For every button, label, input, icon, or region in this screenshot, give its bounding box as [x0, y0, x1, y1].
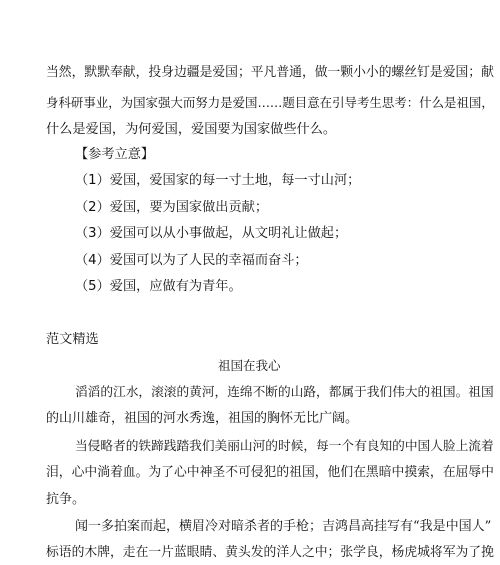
reference-item-5: （5）爱国，应做有为青年。: [75, 279, 242, 294]
intro-line-1: 当然，默默奉献，投身边疆是爱国；平凡普通，做一颗小小的螺丝钉是爱国；献: [46, 65, 494, 80]
intro-line-2: 身科研事业，为国家强大而努力是爱国……题目意在引导考生思考：什么是祖国，: [46, 95, 494, 110]
essay-p2-line-1: 当侵略者的铁蹄践踏我们美丽山河的时候，每一个有良知的中国人脸上流着: [75, 438, 494, 453]
reference-item-2: （2）爱国，要为国家做出贡献；: [75, 200, 269, 215]
essay-p3-line-1: 闻一多拍案而起，横眉冷对暗杀者的手枪；吉鸿昌高挂写有“我是中国人”: [75, 519, 492, 534]
reference-item-1: （1）爱国，爱国家的每一寸土地，每一寸山河；: [75, 173, 361, 188]
section-label: 范文精选: [46, 332, 99, 347]
essay-p1-line-1: 滔滔的江水，滚滚的黄河，连绵不断的山路，都属于我们伟大的祖国。祖国: [75, 384, 494, 399]
essay-title: 祖国在我心: [218, 358, 281, 373]
essay-p3-line-2: 标语的木牌，走在一片蓝眼睛、黄头发的洋人之中；张学良，杨虎城将军为了挽: [46, 545, 494, 560]
reference-item-3: （3）爱国可以从小事做起，从文明礼让做起；: [75, 226, 348, 241]
essay-p1-line-2: 的山川雄奇，祖国的河水秀逸，祖国的胸怀无比广阔。: [46, 411, 359, 426]
intro-line-3: 什么是爱国，为何爱国，爱国要为国家做些什么。: [46, 122, 337, 137]
essay-p2-line-2: 泪，心中淌着血。为了心中神圣不可侵犯的祖国，他们在黑暗中摸索，在屈辱中: [46, 465, 494, 480]
essay-p2-line-3: 抗争。: [46, 492, 86, 507]
reference-item-4: （4）爱国可以为了人民的幸福而奋斗；: [75, 253, 308, 268]
reference-heading: 【参考立意】: [75, 147, 155, 162]
